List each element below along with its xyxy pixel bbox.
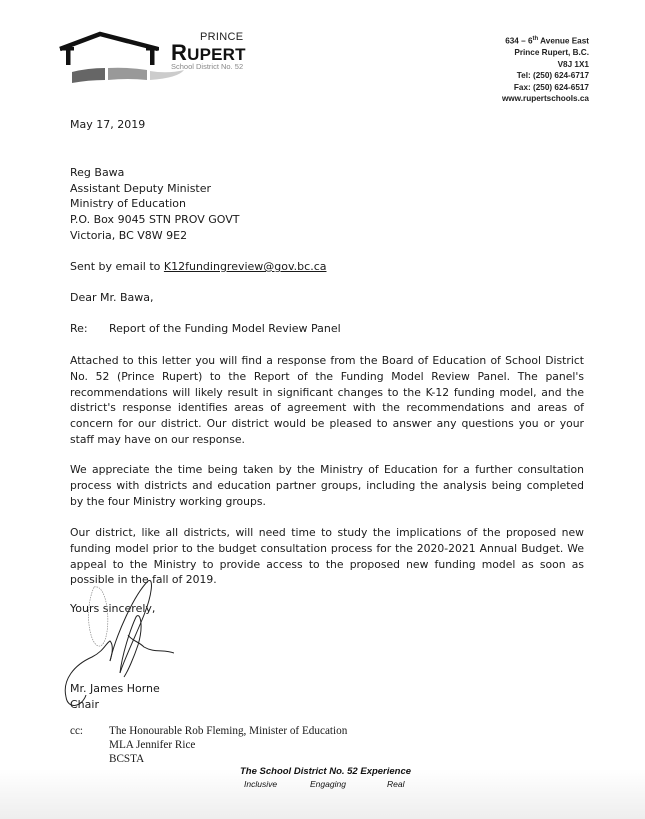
footer-tagline [240,766,411,791]
cc-list [109,724,347,767]
logo-district-text: School District No. 52 [171,62,244,71]
salutation: Dear Mr. Bawa, [70,291,154,304]
recipient-address [70,165,239,244]
logo-prince-text: PRINCE [200,31,244,43]
street-suffix: th [532,36,539,42]
email-link[interactable]: K12fundingreview@gov.bc.ca [163,260,327,273]
address-postal: V8J 1X1 [557,59,589,69]
recipient-po-box: P.O. Box 9045 STN PROV GOVT [70,213,240,227]
recipient-title: Assistant Deputy Minister [70,181,212,195]
body-paragraph: Our district, like all districts, will need time to study the implications of the proposed new funding model prior to the budget consultation process for the 2020-2021 Annual Budget. We appeal to the Ministry to provide access to the proposed new funding model as soon as possible in the fall of 2019. [70,526,584,587]
recipient-city: Victoria, BC V8W 9E2 [70,228,188,242]
closing: Yours sincerely, [70,602,156,615]
district-address [502,34,589,105]
signer-title: Chair [70,698,99,711]
district-logo [58,30,298,90]
recipient-organization: Ministry of Education [70,197,187,211]
body-paragraph: We appreciate the time being taken by the Ministry of Education for a further consultation process with districts and education partner groups, including the analysis being completed by the four Ministry working groups. [70,463,584,508]
cc-recipient: The Honourable Rob Fleming, Minister of Education [109,725,348,737]
address-street [502,34,589,47]
sent-by-line [70,260,326,273]
address-city: Prince Rupert, B.C. [514,48,589,58]
letter-date: May 17, 2019 [70,118,146,131]
subject-text: Report of the Funding Model Review Panel [109,322,341,335]
street-number: 634 – 6 [505,36,533,46]
signer-name: Mr. James Horne [70,682,160,695]
cc-recipient: BCSTA [109,753,145,766]
recipient-name: Reg Bawa [70,166,125,179]
address-tel: Tel: (250) 624-6717 [516,71,589,81]
address-fax: Fax: (250) 624-6517 [513,82,589,92]
logo-rupert-rest: UPERT [187,45,246,64]
cc-label: cc: [70,725,84,737]
body-paragraph: Attached to this letter you will find a response from the Board of Education of School District No. 52 (Prince Rupert) to the Report of the Funding Model Review Panel. The panel's recommendations will likely result in significant changes to the K-12 funding model, and the district's response identifies areas of agreement with the recommendations and areas of concern for our district. Our district would be pleased to answer any questions you or your staff may have on our response. [70,354,584,446]
footer-value-real: Real [387,779,405,789]
cc-recipient: MLA Jennifer Rice [109,739,196,752]
footer-value-inclusive: Inclusive [244,779,278,789]
footer-title: The School District No. 52 Experience [240,766,412,777]
sent-by-prefix: Sent by email to [70,260,164,273]
logo-rupert-initial: R [171,40,188,65]
footer-value-engaging: Engaging [310,779,346,789]
street-name: Avenue East [538,36,589,46]
subject-line [70,322,341,335]
address-website: www.rupertschools.ca [501,94,589,104]
footer-values [240,779,411,791]
subject-label: Re: [70,322,88,335]
